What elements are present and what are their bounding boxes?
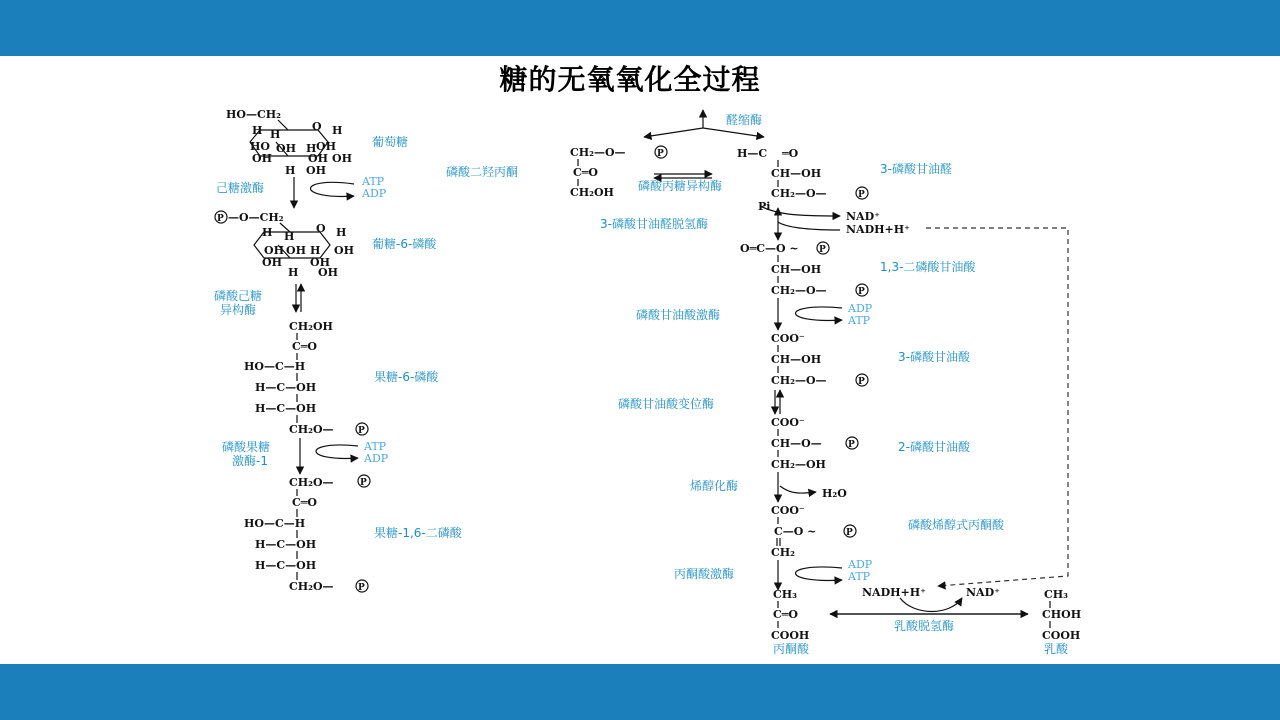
enzyme-pgk: 磷酸甘油酸激酶 [636, 308, 721, 322]
cofactor-h2o: H₂O [822, 487, 847, 500]
compound-label-pyruvate: 丙酮酸 [773, 642, 810, 656]
label: H [262, 226, 273, 239]
cofactor-atp: ATP [848, 570, 871, 583]
label: CH—OH [771, 167, 822, 180]
label: C═O [292, 340, 317, 353]
label: H [284, 230, 295, 243]
label: OH [316, 140, 336, 153]
label: CH₂O— [289, 423, 334, 436]
label: OH [262, 256, 282, 269]
enzyme-enolase: 烯醇化酶 [690, 479, 739, 493]
label: H [336, 226, 347, 239]
enzyme-pgm: 磷酸甘油酸变位酶 [618, 397, 715, 411]
compound-label-f6p: 果糖-6-磷酸 [374, 370, 439, 384]
label: P [358, 426, 365, 436]
cofactor-nadh: NADH+H⁺ [862, 586, 926, 599]
label: CH₂OH [289, 320, 333, 333]
enzyme-pfk-line2: 激酶-1 [232, 454, 268, 468]
cofactor-atp: ATP [364, 440, 387, 453]
cofactor-adp: ADP [362, 187, 387, 200]
label: CH₂—O— [771, 284, 827, 297]
label: P [846, 528, 853, 538]
compound-label-pep: 磷酸烯醇式丙酮酸 [908, 518, 1005, 532]
label: P [358, 583, 365, 593]
compound-label-g6p: 葡糖-6-磷酸 [372, 237, 437, 251]
label: —O—CH₂ [228, 211, 284, 224]
label: O [312, 120, 322, 133]
label: CH₂OH [570, 186, 614, 199]
glucose-structure [226, 108, 408, 177]
label: P [858, 190, 865, 200]
label: OH [310, 256, 330, 269]
label: HO [250, 140, 270, 153]
label: H [310, 244, 321, 257]
label: OH [306, 164, 326, 177]
enzyme-isomerase-line1: 磷酸己糖 [214, 289, 263, 303]
enzyme-aldolase: 醛缩酶 [726, 113, 763, 127]
g6p-structure [215, 211, 437, 279]
label: ═O [782, 147, 799, 160]
enzyme-pk: 丙酮酸激酶 [674, 567, 735, 581]
label: OH [332, 152, 352, 165]
label: CH₂O— [289, 476, 334, 489]
cofactor-adp: ADP [848, 558, 873, 571]
label: CH₂—OH [771, 458, 826, 471]
bpg-structure [740, 242, 976, 297]
label: OH [264, 244, 284, 257]
pg3-structure [771, 332, 971, 387]
label: CH₂—O— [570, 146, 626, 159]
label: OH [334, 244, 354, 257]
enzyme-ldh: 乳酸脱氢酶 [894, 619, 955, 633]
label: HO—C—H [244, 360, 306, 373]
label: C═O [292, 496, 317, 509]
lactate-structure [1042, 588, 1081, 656]
label: OH [318, 266, 338, 279]
label: COO⁻ [771, 504, 805, 517]
label: H—C—OH [255, 559, 317, 572]
label: P [858, 377, 865, 387]
f16bp-structure [244, 475, 463, 593]
label: COOH [1042, 629, 1081, 642]
label: OH [308, 152, 328, 165]
label: OH [286, 244, 306, 257]
cofactor-nadh: NADH+H⁺ [846, 223, 910, 236]
label: P [360, 478, 367, 488]
label: OH [252, 152, 272, 165]
label: H [270, 128, 281, 141]
label: CH—OH [771, 263, 822, 276]
cofactor-nad: NAD⁺ [966, 586, 1000, 599]
label: H [332, 124, 343, 137]
label: H [285, 164, 296, 177]
label: P [657, 149, 664, 159]
cofactor-adp: ADP [364, 452, 389, 465]
compound-label-lactate: 乳酸 [1044, 642, 1069, 656]
slide-title: 糖的无氧氧化全过程 [499, 63, 761, 96]
label: P [217, 214, 224, 224]
cofactor-pi: Pi [758, 200, 771, 213]
f6p-structure [244, 320, 439, 436]
enzyme-gapdh: 3-磷酸甘油醛脱氢酶 [600, 217, 708, 231]
label: C═O [773, 608, 798, 621]
pyruvate-structure [771, 588, 810, 656]
label: CH₂—O— [771, 187, 827, 200]
compound-label-bpg: 1,3-二磷酸甘油酸 [880, 260, 976, 274]
label: O═C—O ~ [740, 242, 799, 255]
label: CHOH [1042, 608, 1082, 621]
label: H—C—OH [255, 538, 317, 551]
label: CH₃ [773, 588, 797, 601]
compound-label-f16bp: 果糖-1,6-二磷酸 [374, 526, 462, 540]
g3p-structure [737, 147, 952, 200]
label: CH₂O— [289, 580, 334, 593]
label: H [288, 266, 299, 279]
compound-label-pg3: 3-磷酸甘油酸 [898, 350, 970, 364]
label: COO⁻ [771, 332, 805, 345]
label: CH₂ [771, 546, 795, 559]
label: CH₂—O— [771, 374, 827, 387]
label: C═O [573, 166, 598, 179]
label: HO—CH₂ [226, 108, 281, 121]
label: H—C—OH [255, 402, 317, 415]
label: HO—C—H [244, 517, 306, 530]
label: H—C—OH [255, 381, 317, 394]
label: COO⁻ [771, 416, 805, 429]
label: CH₃ [1044, 588, 1068, 601]
label: O [316, 222, 326, 235]
cofactor-atp: ATP [848, 314, 871, 327]
enzyme-isomerase-line2: 异构酶 [220, 303, 257, 317]
pep-structure [771, 504, 1005, 559]
label: CH—OH [771, 353, 822, 366]
cofactor-adp: ADP [848, 302, 873, 315]
enzyme-tpi: 磷酸丙糖异构酶 [638, 179, 723, 193]
compound-label-dhap: 磷酸二羟丙酮 [446, 165, 519, 179]
label: CH—O— [771, 437, 822, 450]
label: C—O ~ [774, 525, 817, 538]
cofactor-nad: NAD⁺ [846, 210, 880, 223]
dhap-structure [446, 146, 667, 199]
label: H [306, 142, 317, 155]
cofactor-atp: ATP [362, 175, 385, 188]
enzyme-pfk-line1: 磷酸果糖 [222, 440, 271, 454]
enzyme-hexokinase: 己糖激酶 [216, 181, 265, 195]
label: P [848, 440, 855, 450]
compound-label-g3p: 3-磷酸甘油醛 [880, 162, 952, 176]
label: P [819, 245, 826, 255]
label: P [858, 287, 865, 297]
compound-label-glucose: 葡萄糖 [372, 135, 409, 149]
pg2-structure [771, 416, 971, 471]
label: COOH [771, 629, 810, 642]
compound-label-pg2: 2-磷酸甘油酸 [898, 440, 970, 454]
label: H [252, 124, 263, 137]
label: H—C [737, 147, 768, 160]
label: OH [276, 142, 296, 155]
